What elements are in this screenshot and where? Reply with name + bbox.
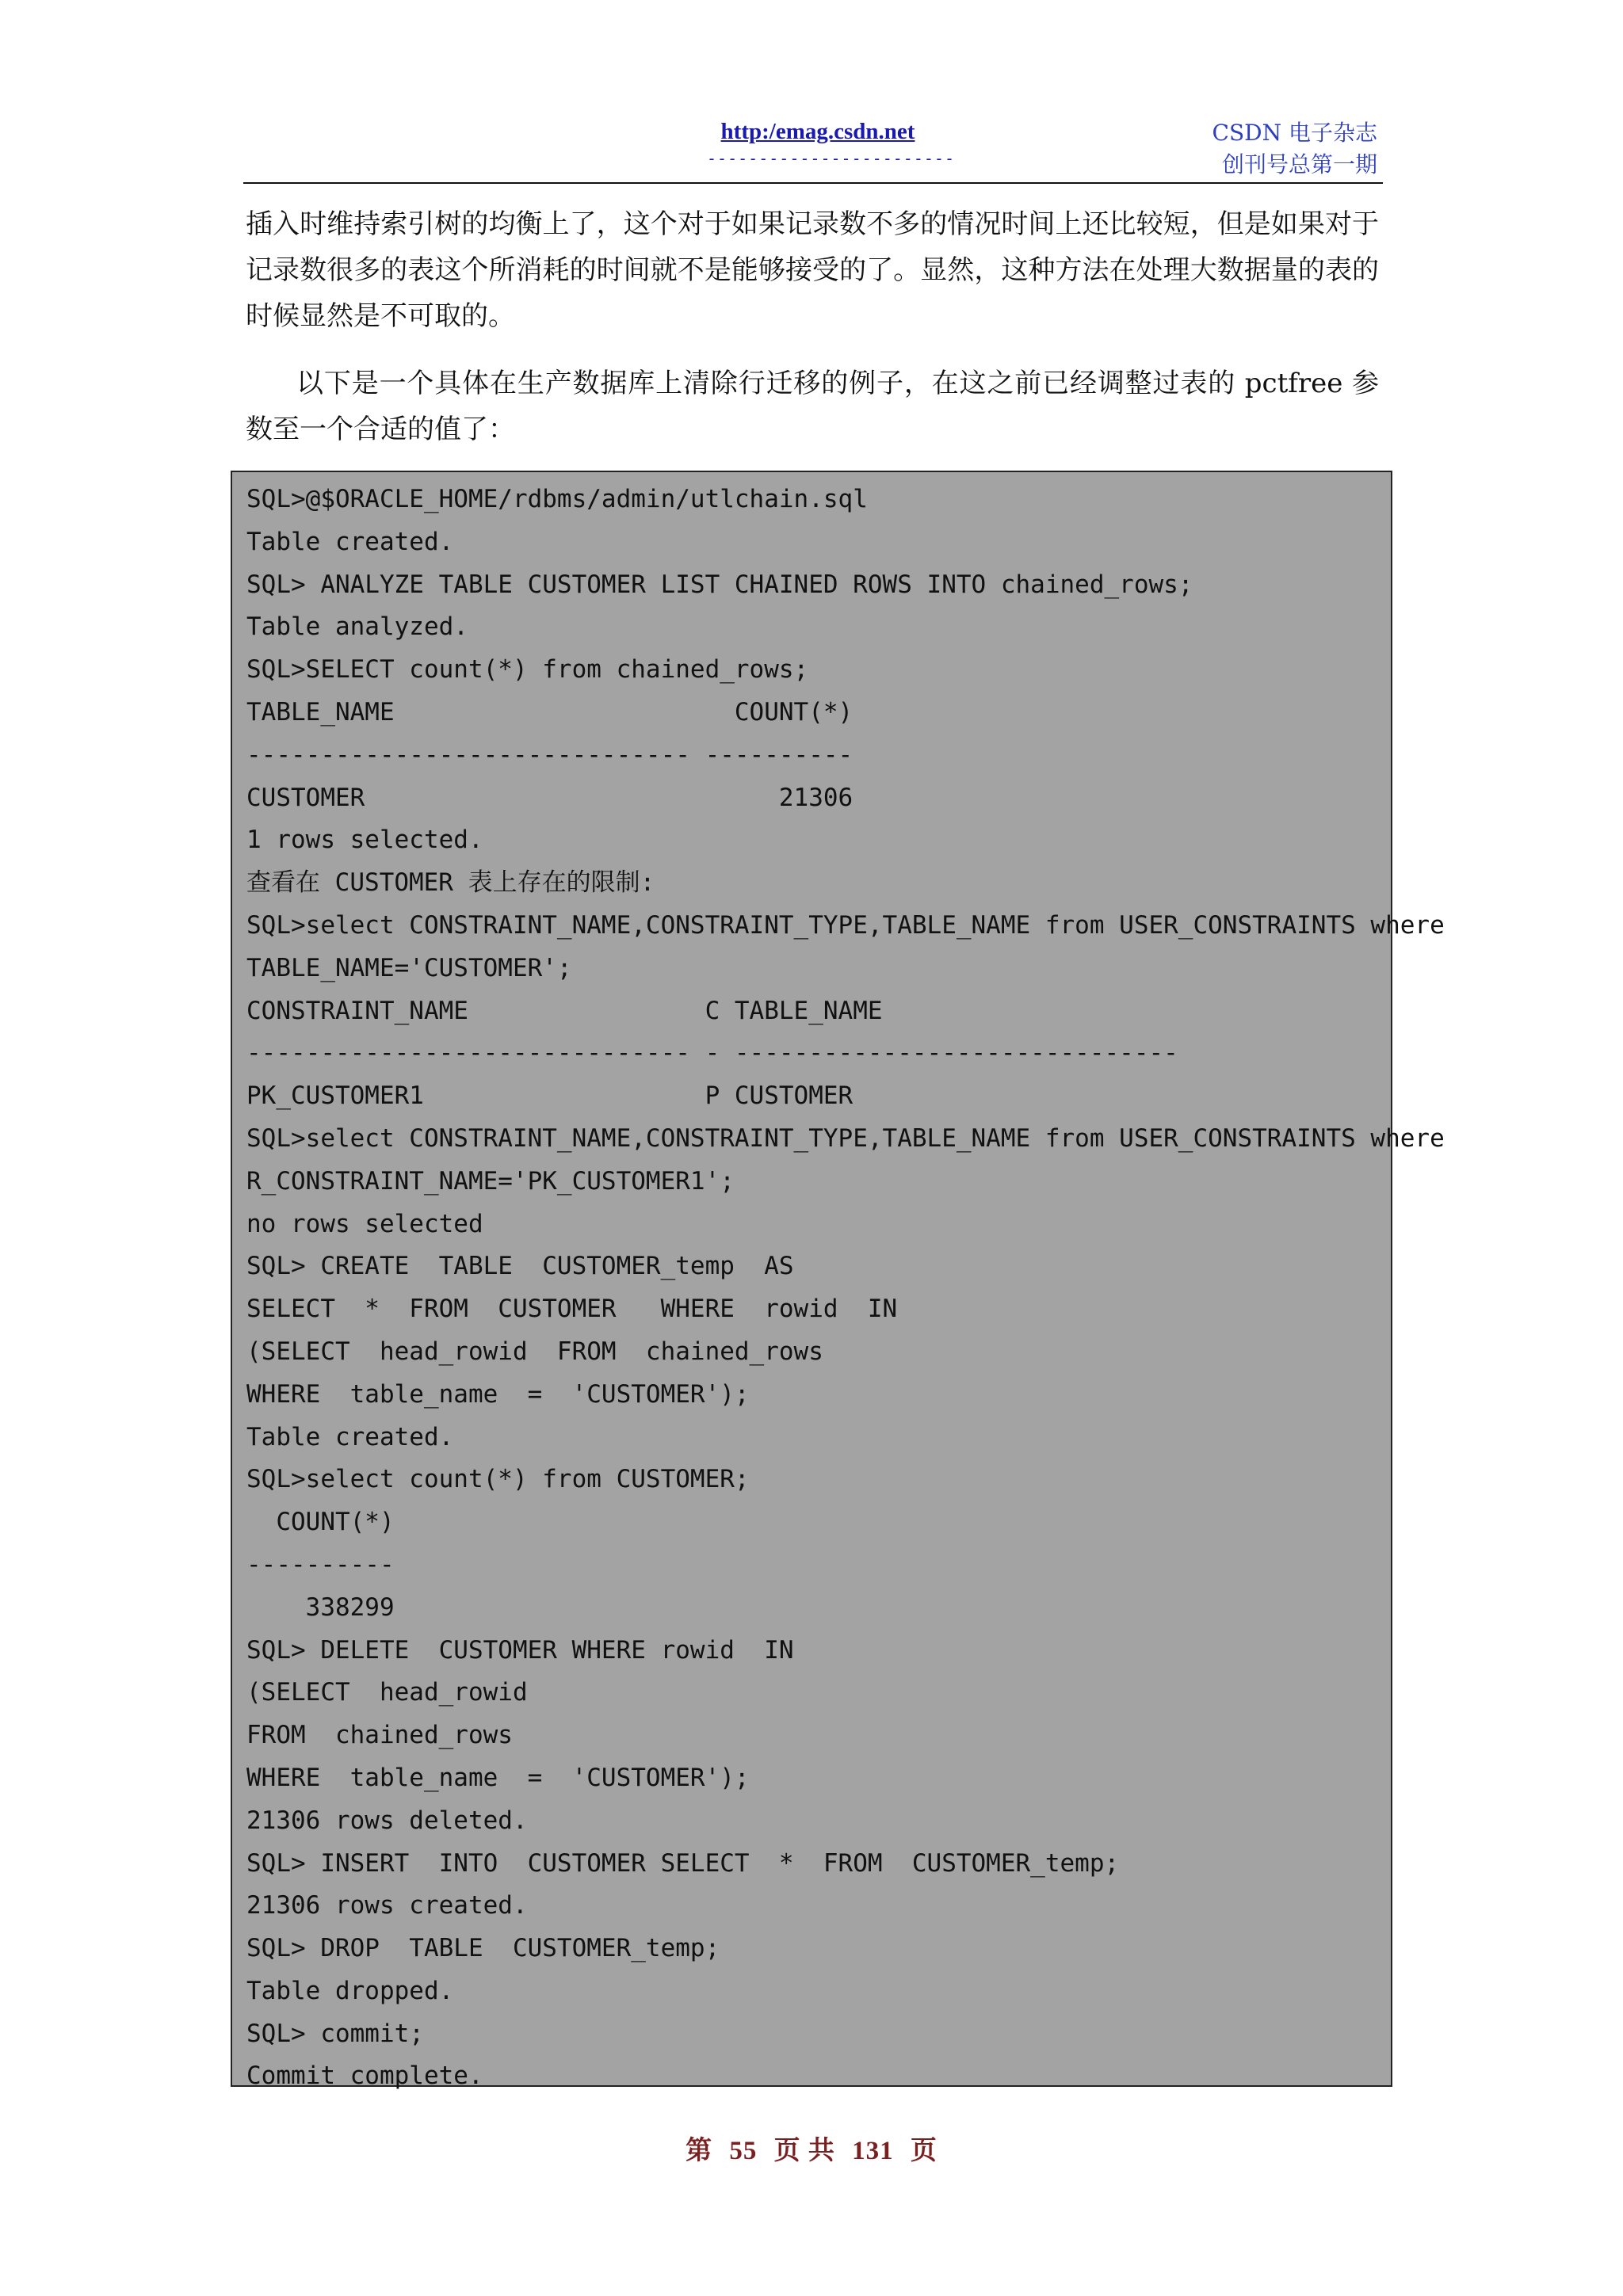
header-link-underline: ------------------------ bbox=[707, 149, 955, 168]
code-line: Table analyzed. bbox=[246, 612, 468, 642]
code-line: (SELECT head_rowid bbox=[246, 1678, 528, 1707]
code-line: SQL> DROP TABLE CUSTOMER_temp; bbox=[246, 1934, 720, 1963]
footer-total-pages: 131 bbox=[852, 2137, 894, 2165]
code-line: Table created. bbox=[246, 1422, 454, 1451]
code-line: ------------------------------ - ------------------------------ bbox=[246, 1039, 1178, 1068]
page-footer bbox=[0, 2130, 1623, 2167]
code-line: 21306 rows deleted. bbox=[246, 1806, 528, 1835]
footer-prefix: 第 bbox=[685, 2137, 713, 2165]
code-line: TABLE_NAME COUNT(*) bbox=[246, 697, 854, 727]
code-line: no rows selected bbox=[246, 1209, 483, 1238]
code-line: Table created. bbox=[246, 527, 454, 556]
code-line: SQL>SELECT count(*) from chained_rows; bbox=[246, 655, 809, 685]
code-line: SQL> DELETE CUSTOMER WHERE rowid IN bbox=[246, 1635, 794, 1665]
code-line: SQL>select count(*) from CUSTOMER; bbox=[246, 1465, 750, 1494]
code-line: SQL> CREATE TABLE CUSTOMER_temp AS bbox=[246, 1252, 794, 1281]
code-line: 338299 bbox=[246, 1592, 395, 1622]
code-line: SQL> INSERT INTO CUSTOMER SELECT * FROM CUSTOMER_temp; bbox=[246, 1848, 1120, 1878]
header-rule bbox=[243, 182, 1383, 184]
code-block bbox=[231, 471, 1445, 2091]
footer-suffix: 页 bbox=[910, 2137, 938, 2165]
code-line: 1 rows selected. bbox=[246, 826, 483, 855]
code-line: R_CONSTRAINT_NAME='PK_CUSTOMER1'; bbox=[246, 1166, 735, 1196]
code-line: SQL>select CONSTRAINT_NAME,CONSTRAINT_TYPE,TABLE_NAME from USER_CONSTRAINTS where bbox=[246, 1123, 1445, 1153]
code-line: SQL> ANALYZE TABLE CUSTOMER LIST CHAINED ROWS INTO chained_rows; bbox=[246, 570, 1193, 599]
code-line: CONSTRAINT_NAME C TABLE_NAME bbox=[246, 996, 883, 1025]
paragraph-1: 插入时维持索引树的均衡上了，这个对于如果记录数不多的情况时间上还比较短，但是如果对于记录数很多的表这个所消耗的时间就不是能够接受的了。显然，这种方法在处理大数据量的表的时候显然是不可取的。 bbox=[246, 208, 1379, 332]
code-line: 21306 rows created. bbox=[246, 1891, 528, 1920]
code-line: 查看在 CUSTOMER 表上存在的限制: bbox=[246, 868, 655, 898]
code-line: Commit complete. bbox=[246, 2061, 483, 2091]
code-line: SQL> commit; bbox=[246, 2019, 424, 2048]
footer-middle: 页 共 bbox=[773, 2137, 835, 2165]
header-magazine-name: CSDN 电子杂志 bbox=[1212, 120, 1377, 146]
code-line: ------------------------------ ---------- bbox=[246, 740, 854, 769]
code-line: ---------- bbox=[246, 1550, 395, 1579]
code-lines bbox=[246, 479, 1445, 2098]
code-line: SQL>@$ORACLE_HOME/rdbms/admin/utlchain.sql bbox=[246, 485, 868, 513]
code-line: TABLE_NAME='CUSTOMER'; bbox=[246, 953, 572, 982]
code-line: FROM chained_rows bbox=[246, 1721, 513, 1750]
code-line: SELECT * FROM CUSTOMER WHERE rowid IN bbox=[246, 1295, 898, 1324]
code-line: SQL>select CONSTRAINT_NAME,CONSTRAINT_TYPE,TABLE_NAME from USER_CONSTRAINTS where bbox=[246, 910, 1445, 940]
header-link[interactable]: http:/emag.csdn.net bbox=[720, 119, 915, 144]
paragraph-2: 以下是一个具体在生产数据库上清除行迁移的例子，在这之前已经调整过表的 pctfree 参数至一个合适的值了： bbox=[246, 368, 1379, 445]
code-line: (SELECT head_rowid FROM chained_rows bbox=[246, 1337, 823, 1366]
code-line: CUSTOMER 21306 bbox=[246, 783, 854, 812]
code-line: COUNT(*) bbox=[246, 1508, 395, 1537]
footer-page-number: 55 bbox=[729, 2137, 758, 2165]
header-magazine-info bbox=[1212, 117, 1377, 181]
header-issue: 创刊号总第一期 bbox=[1221, 151, 1377, 177]
code-line: WHERE table_name = 'CUSTOMER'); bbox=[246, 1763, 750, 1792]
code-line: PK_CUSTOMER1 P CUSTOMER bbox=[246, 1081, 854, 1111]
code-line: Table dropped. bbox=[246, 1976, 454, 2005]
code-line: WHERE table_name = 'CUSTOMER'); bbox=[246, 1379, 750, 1409]
